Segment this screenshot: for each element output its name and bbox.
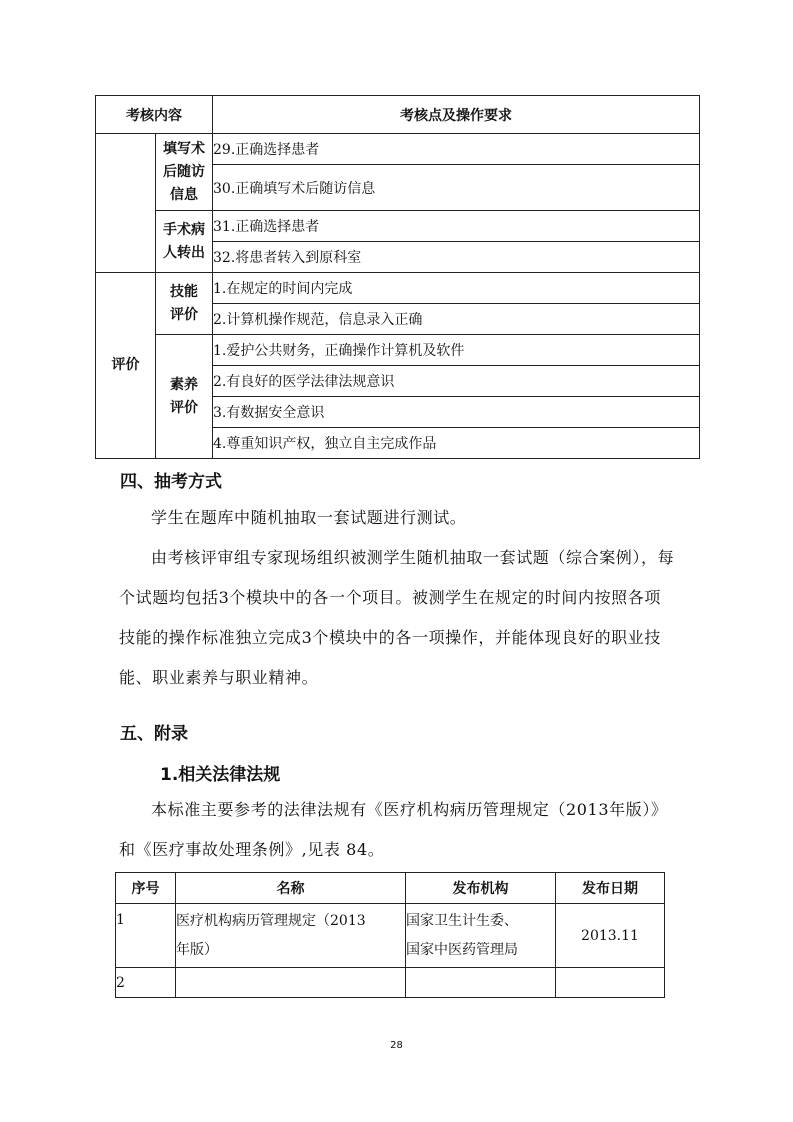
- group-label-transfer: 手术病 人转出: [156, 211, 213, 273]
- assessment-table: [95, 95, 700, 459]
- section5-heading: 五、附录: [120, 724, 188, 744]
- table-cell: 30.正确填写术后随访信息: [213, 165, 700, 211]
- table-cell: 4.尊重知识产权，独立自主完成作品: [213, 428, 700, 459]
- table-row: [116, 968, 665, 998]
- table-row: [116, 904, 665, 968]
- header-content: 考核内容: [96, 96, 213, 134]
- blank-category-cell: [96, 134, 156, 273]
- law-name: [176, 968, 406, 998]
- law-organization: 国家卫生计生委、 国家中医药管理局: [406, 904, 556, 968]
- page-number: 28: [390, 1040, 403, 1051]
- table-row: [96, 211, 700, 242]
- table-cell: 31.正确选择患者: [213, 211, 700, 242]
- column-header: 发布日期: [556, 873, 665, 904]
- column-header: 发布机构: [406, 873, 556, 904]
- paragraph: 本标准主要参考的法律法规有《医疗机构病历管理规定（2013年版）》和《医疗事故处理条例》,见表 84。: [119, 800, 668, 859]
- table-header-row: [116, 873, 665, 904]
- table-cell: 32.将患者转入到原科室: [213, 242, 700, 273]
- law-organization: [406, 968, 556, 998]
- table-cell: 29.正确选择患者: [213, 134, 700, 165]
- paragraph: 由考核评审组专家现场组织被测学生随机抽取一套试题（综合案例），每个试题均包括3个模块中的各一个项目。被测学生在规定的时间内按照各项技能的操作标准独立完成3个模块中的各一项操作，并能体现良好的职业技能、职业素养与职业精神。: [119, 548, 675, 687]
- section5-sub1-body: [119, 790, 675, 870]
- column-header: 名称: [176, 873, 406, 904]
- table-cell: 3.有数据安全意识: [213, 397, 700, 428]
- group-label-followup: 填写术 后随访 信息: [156, 134, 213, 211]
- header-points: 考核点及操作要求: [213, 96, 700, 134]
- table-cell: 2.计算机操作规范，信息录入正确: [213, 304, 700, 335]
- table-cell: 1.在规定的时间内完成: [213, 273, 700, 304]
- table-cell: 2.有良好的医学法律法规意识: [213, 366, 700, 397]
- paragraph: 学生在题库中随机抽取一套试题进行测试。: [151, 508, 467, 527]
- law-date: [556, 968, 665, 998]
- group-label-literacy: 素养 评价: [156, 335, 213, 459]
- row-number: 1: [116, 904, 176, 968]
- table-cell: 1.爱护公共财务，正确操作计算机及软件: [213, 335, 700, 366]
- table-row: [96, 273, 700, 304]
- column-header: 序号: [116, 873, 176, 904]
- law-date: 2013.11: [556, 904, 665, 968]
- table-row: [96, 335, 700, 366]
- law-table: [115, 872, 665, 998]
- section4-heading: 四、抽考方式: [120, 472, 222, 492]
- evaluation-label: 评价: [96, 273, 156, 459]
- section5-sub1-heading: 1.相关法律法规: [160, 765, 281, 785]
- law-name: 医疗机构病历管理规定（2013 年版）: [176, 904, 406, 968]
- group-label-skill: 技能 评价: [156, 273, 213, 335]
- table-header-row: [96, 96, 700, 134]
- row-number: 2: [116, 968, 176, 998]
- table-row: [96, 134, 700, 165]
- section4-body: [119, 498, 675, 698]
